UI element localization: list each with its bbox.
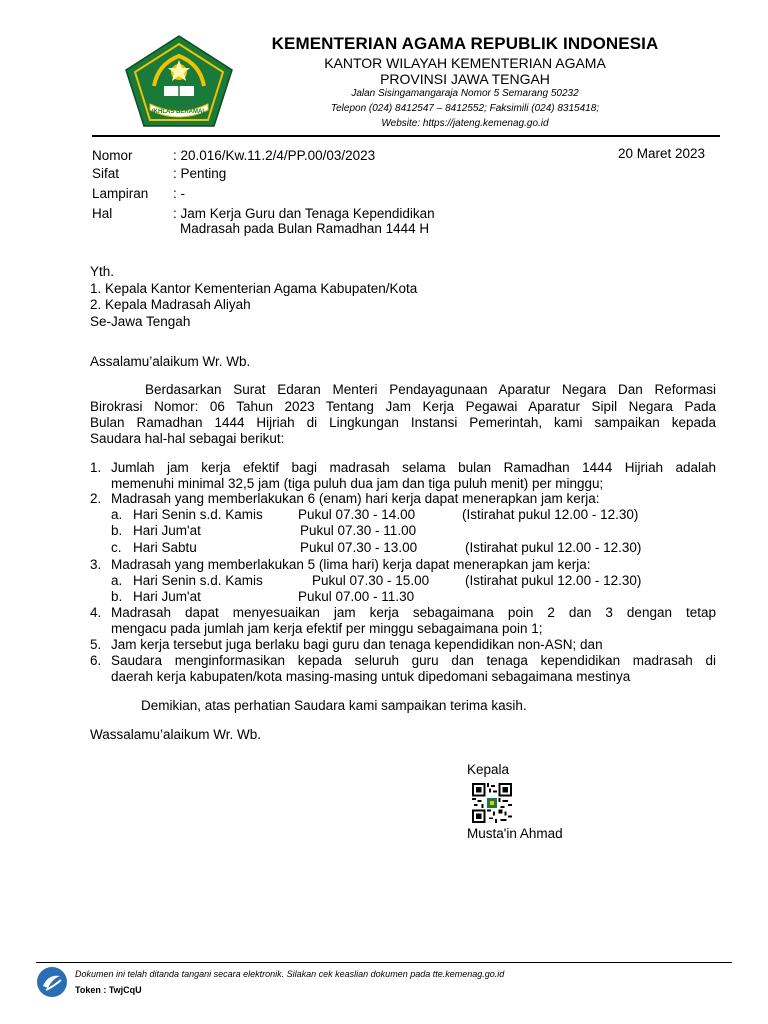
point-text: Jam kerja tersebut juga berlaku bagi guru dan tenaga kependidikan non-ASN; dan <box>111 637 603 652</box>
schedule-time: Pukul 07.30 - 13.00 <box>300 540 418 555</box>
letter-date: 20 Maret 2023 <box>618 146 706 161</box>
point-number: 4. <box>90 605 102 620</box>
recipient-1: 1. Kepala Kantor Kementerian Agama Kabupaten/Kota <box>90 281 418 296</box>
hal-label: Hal <box>92 206 113 221</box>
office-name: KANTOR WILAYAH KEMENTERIAN AGAMA <box>324 55 606 71</box>
sifat-label: Sifat <box>92 166 120 181</box>
yth: Yth. <box>90 264 115 279</box>
sub-letter: b. <box>111 589 123 604</box>
intro-line: Birokrasi Nomor: 06 Tahun 2023 Tentang Jam Kerja Pegawai Aparatur Sipil Negara Pada <box>90 399 716 414</box>
schedule-rest: (Istirahat pukul 12.00 - 12.30) <box>462 507 639 522</box>
schedule-time: Pukul 07.30 - 11.00 <box>300 523 417 538</box>
signature-title: Kepala <box>467 762 510 777</box>
bsre-logo <box>36 966 68 998</box>
footer-note: Dokumen ini telah ditanda tangani secara elektronik. Silakan cek keaslian dokumen pada tte.kemenag.go.id <box>75 969 505 979</box>
point-number: 1. <box>90 460 102 475</box>
intro-line: Bulan Ramadhan 1444 Hijriah di Lingkungan Instansi Pemerintah, kami sampaikan kepada <box>90 415 716 430</box>
footer-token: Token : TwjCqU <box>75 985 142 995</box>
nomor-label: Nomor <box>92 148 133 163</box>
signatory-name: Musta'in Ahmad <box>467 826 563 841</box>
intro-line: Berdasarkan Surat Edaran Menteri Pendayagunaan Aparatur Negara Dan Reformasi <box>145 382 716 397</box>
office-phone: Telepon (024) 8412547 – 8412552; Faksimili (024) 8315418; <box>330 103 600 114</box>
province-name: PROVINSI JAWA TENGAH <box>380 71 550 87</box>
lampiran-value: : - <box>173 186 185 201</box>
schedule-time: Pukul 07.30 - 15.00 <box>312 573 430 588</box>
point-number: 3. <box>90 557 102 572</box>
schedule-day: Hari Jum'at <box>133 589 201 604</box>
hal-value: : Jam Kerja Guru dan Tenaga Kependidikan <box>173 206 435 221</box>
schedule-day: Hari Senin s.d. Kamis <box>133 573 263 588</box>
point-text: Madrasah dapat menyesuaikan jam kerja sebagaimana poin 2 dan 3 dengan tetap <box>111 605 716 620</box>
point-number: 6. <box>90 653 102 668</box>
sub-letter: b. <box>111 523 123 538</box>
sub-letter: a. <box>111 507 123 522</box>
nomor-value: : 20.016/Kw.11.2/4/PP.00/03/2023 <box>173 148 376 163</box>
point-text: Saudara menginformasikan kepada seluruh guru dan tenaga kependidikan madrasah di <box>111 653 716 668</box>
farewell: Wassalamu’alaikum Wr. Wb. <box>90 727 262 742</box>
hal-value-cont: Madrasah pada Bulan Ramadhan 1444 H <box>180 221 430 236</box>
schedule-rest: (Istirahat pukul 12.00 - 12.30) <box>465 540 642 555</box>
recipient-3: Se-Jawa Tengah <box>90 314 191 329</box>
greeting: Assalamu’alaikum Wr. Wb. <box>90 354 251 369</box>
point-text: mengacu pada jumlah jam kerja efektif per minggu sebagaimana poin 1; <box>111 621 543 636</box>
closing: Demikian, atas perhatian Saudara kami sampaikan terima kasih. <box>141 698 527 713</box>
sub-letter: c. <box>111 540 122 555</box>
recipient-2: 2. Kepala Madrasah Aliyah <box>90 297 251 312</box>
sub-letter: a. <box>111 573 123 588</box>
schedule-day: Hari Sabtu <box>133 540 197 555</box>
footer-divider <box>36 962 732 963</box>
schedule-rest: (Istirahat pukul 12.00 - 12.30) <box>465 573 642 588</box>
point-text: Madrasah yang memberlakukan 6 (enam) hari kerja dapat menerapkan jam kerja: <box>111 491 600 506</box>
schedule-day: Hari Senin s.d. Kamis <box>133 507 263 522</box>
schedule-day: Hari Jum'at <box>133 523 201 538</box>
office-address: Jalan Sisingamangaraja Nomor 5 Semarang 50232 <box>351 88 579 99</box>
ministry-name: KEMENTERIAN AGAMA REPUBLIK INDONESIA <box>271 34 659 53</box>
header-divider <box>92 135 720 137</box>
point-number: 5. <box>90 637 102 652</box>
svg-text:IKHLAS BERAMAL: IKHLAS BERAMAL <box>152 109 206 115</box>
point-text: Madrasah yang memberlakukan 5 (lima hari) kerja dapat menerapkan jam kerja: <box>111 557 591 572</box>
point-text: daerah kerja kabupaten/kota masing-masing untuk dipedomani sebagaimana mestinya <box>111 669 631 684</box>
point-text: memenuhi minimal 32,5 jam (tiga puluh dua jam dan tiga puluh menit) per minggu; <box>111 476 604 491</box>
schedule-time: Pukul 07.00 - 11.30 <box>298 589 415 604</box>
office-website[interactable]: Website: https://jateng.kemenag.go.id <box>381 118 549 129</box>
lampiran-label: Lampiran <box>92 186 149 201</box>
intro-line: Saudara hal-hal sebagai berikut: <box>90 431 285 446</box>
sifat-value: : Penting <box>173 166 227 181</box>
point-text: Jumlah jam kerja efektif bagi madrasah selama bulan Ramadhan 1444 Hijriah adalah <box>111 460 716 475</box>
qr-code[interactable] <box>472 783 512 823</box>
schedule-time: Pukul 07.30 - 14.00 <box>298 507 416 522</box>
point-number: 2. <box>90 491 102 506</box>
